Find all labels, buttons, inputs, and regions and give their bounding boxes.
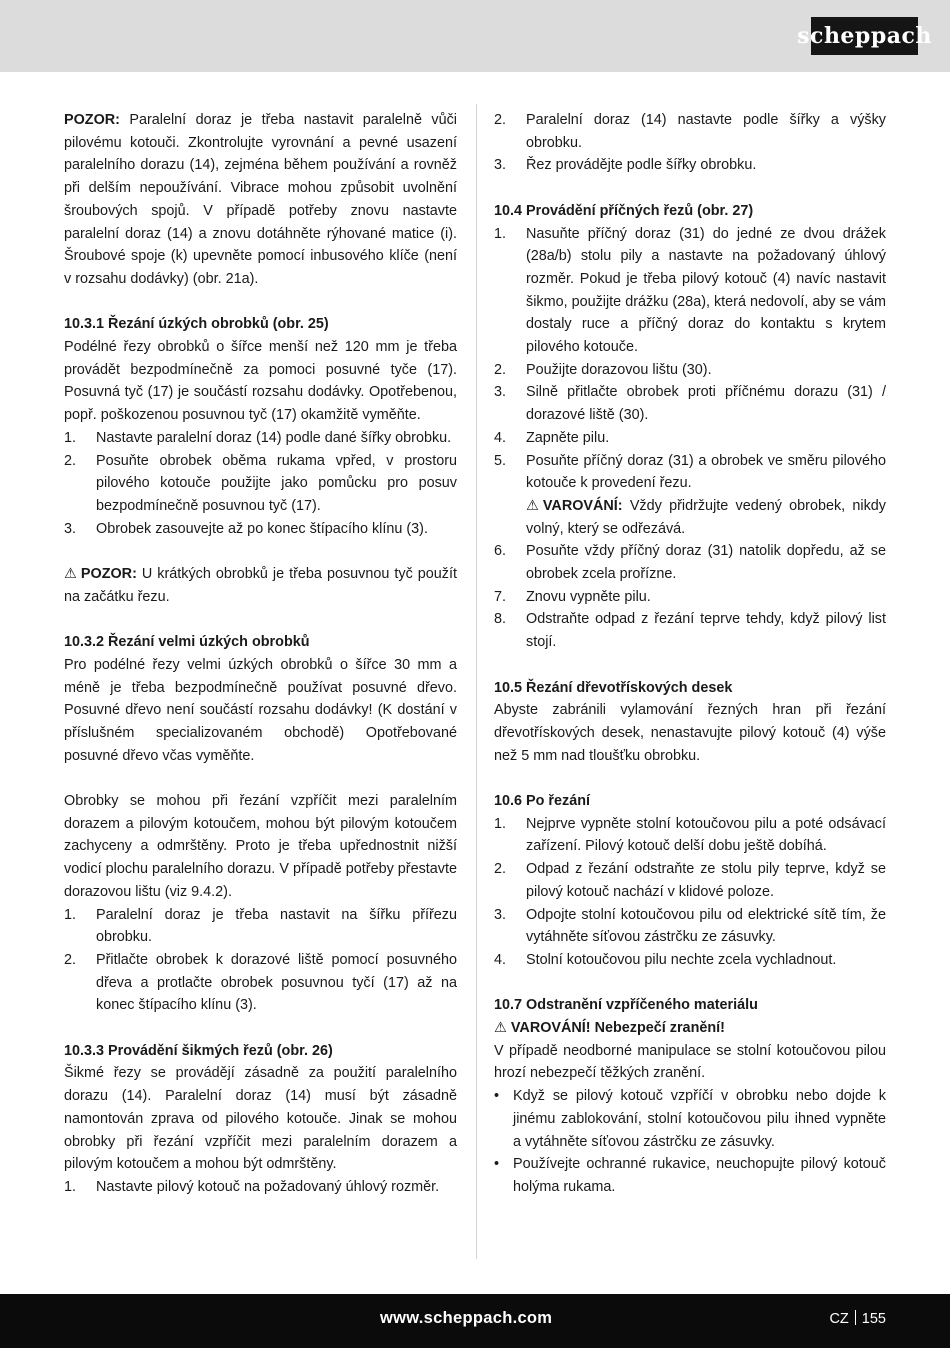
list-item-text: Nastavte pilový kotouč na požadovaný úhlový rozměr. [96,1178,440,1195]
list-item-number: 6. [494,543,507,560]
list-item-text: Použijte dorazovou lištu (30). [526,361,712,378]
list-item-text: Přitlačte obrobek k dorazové liště pomocí posuvného dřeva a protlačte obrobek posuvnou tyčí (17) až na konec štípacího klínu (3). [96,951,457,1014]
list-item-number: 2. [64,951,77,968]
warning-triangle-icon: ⚠ [64,566,77,583]
column-divider [476,104,477,1259]
footer-url[interactable]: www.scheppach.com [380,1309,553,1327]
list-item-text: Řez provádějte podle šířky obrobku. [526,157,757,174]
list-item-text: Posuňte obrobek oběma rukama vpřed, v prostoru pilového kotouče použijte jako pomůcku pro posuv bezpodmínečně posuvnou tyč (17). [96,452,457,514]
language-code: CZ [829,1311,849,1327]
paragraph-10-5: Abyste zabránili vylamování řezných hran při řezání dřevotřískových desek, nenastavujte pilový kotouč (4) výše než 5 mm nad tloušťku obrobku. [494,702,886,764]
list-10-4-b [494,540,886,654]
list-item-number: 4. [494,951,507,968]
heading-10-6: 10.6 Po řezání [494,793,590,810]
heading-10-3-2: 10.3.2 Řezání velmi úzkých obrobků [64,634,310,651]
list-continued [494,109,886,177]
page-indicator [829,1310,886,1327]
bullet-item [494,1153,886,1198]
list-item-text: Stolní kotoučovou pilu nechte zcela vychladnout. [526,951,837,968]
heading-10-3-3: 10.3.3 Provádění šikmých řezů (obr. 26) [64,1042,333,1059]
list-item-text: Zapněte pilu. [526,429,610,446]
list-item-number: 1. [64,906,77,923]
list-item-number: 1. [64,429,77,446]
paragraph-10-3-1: Podélné řezy obrobků o šířce menší než 120 mm je třeba provádět bezpodmínečně za pomoci posuvné tyče (17). Posuvná tyč (17) je součástí rozsahu dodávky. Opotřebenou, popř. poškozenou posuvnou tyč (17) okamžitě vyměňte. [64,339,457,424]
list-item-text: Obrobek zasouvejte až po konec štípacího klínu (3). [96,520,428,537]
warning-text: Vždy přidržujte vedený obrobek, nikdy volný, který se odřezává. [526,497,886,537]
left-column [64,109,457,1199]
warning-label: VAROVÁNÍ: [542,497,623,514]
caution-paragraph [64,109,457,291]
warning-text: U krátkých obrobků je třeba posuvnou tyč použít na začátku řezu. [64,566,457,605]
list-item [494,450,886,495]
list-item-number: 1. [64,1178,77,1195]
list-item-number: 5. [494,452,507,469]
list-item [494,949,886,972]
list-10-4-a [494,223,886,495]
list-item [494,586,886,609]
list-item-number: 1. [494,815,507,832]
warning-label: POZOR: [80,566,137,583]
list-item [64,949,457,1017]
footer-bar [0,1294,950,1348]
list-10-3-3 [64,1176,457,1199]
list-item [494,223,886,359]
list-item-number: 2. [64,452,77,469]
bullet-dot-icon: • [494,1156,500,1173]
heading-10-7: 10.7 Odstranění vzpříčeného materiálu [494,997,758,1014]
page-number: 155 [861,1311,886,1327]
list-item [494,109,886,154]
bullet-item [494,1085,886,1153]
list-item-text: Posuňte vždy příčný doraz (31) natolik dopředu, až se obrobek zcela prořízne. [526,543,886,583]
list-item-number: 8. [494,611,507,628]
list-10-6 [494,813,886,972]
warning-triangle-icon: ⚠ [494,1020,507,1037]
list-item-number: 3. [494,157,507,174]
list-item-text: Silně přitlačte obrobek proti příčnému dorazu (31) / dorazové liště (30). [526,384,886,424]
caution-label: POZOR: [64,112,120,128]
bullet-item-text: Používejte ochranné rukavice, neuchopujte pilový kotouč holýma rukama. [513,1156,886,1195]
list-item [64,904,457,949]
list-item-number: 7. [494,588,507,605]
warning-triangle-icon: ⚠ [526,497,539,514]
paragraph-10-7: V případě neodborné manipulace se stolní kotoučovou pilou hrozí nebezpečí těžkých zranění. [494,1042,886,1082]
list-item-text: Nasuňte příčný doraz (31) do jedné ze dvou drážek (28a/b) stolu pily a nastavte na požadovaný úhlový rozměr. Pokud je třeba pilový kotouč (4) navíc nastavit šikmo, použijte drážku (28a), která nedovolí, aby se vám dostaly ruce a příčný doraz do kontaktu s krytem pilového kotouče. [526,225,886,356]
list-item-text: Odpad z řezání odstraňte ze stolu pily teprve, když se pilový kotouč nachází v klidové poloze. [526,861,886,900]
list-item [64,1176,457,1199]
list-item-text: Odstraňte odpad z řezání teprve tehdy, když pilový list stojí. [526,611,886,651]
list-item-number: 1. [494,225,507,242]
footer-separator [855,1310,856,1325]
list-item-text: Odpojte stolní kotoučovou pilu od elektrické sítě tím, že vytáhněte síťovou zástrčku ze zásuvky. [526,906,886,946]
warning-short-workpieces [64,563,457,608]
list-item-number: 2. [494,112,507,128]
list-10-3-1 [64,427,457,541]
caution-text: Paralelní doraz je třeba nastavit paralelně vůči pilovému kotouči. Zkontrolujte vyrovnání a pevné usazení paralelního dorazu (14), zejména během používání a rovněž při delším nepoužívání. Vibrace mohou způsobit uvolnění šroubových spojů. V případě potřeby znovu nastavte paralelní doraz (14) a znovu dotáhněte rýhované matice (i). Šroubové spoje (k) upevněte pomocí inbusového klíče (není v rozsahu dodávky) (obr. 21a). [64,112,457,287]
bullet-item-text: Když se pilový kotouč vzpříčí v obrobku nebo dojde k jinému zablokování, stolní kotoučovou pilu ihned vypněte a vytáhněte síťovou zástrčku ze zásuvky. [513,1088,886,1150]
bullets-10-7 [494,1085,886,1199]
brand-logo-text: scheppach [797,23,932,49]
list-item [64,450,457,518]
right-column [494,109,886,1199]
list-item-number: 3. [64,520,77,537]
list-item [494,540,886,585]
list-item-text: Nejprve vypněte stolní kotoučovou pilu a poté odsávací zařízení. Pilový kotouč delší dobu ještě dobíhá. [526,815,886,855]
list-item-text: Nastavte paralelní doraz (14) podle dané šířky obrobku. [96,429,452,446]
list-item [494,608,886,653]
heading-10-3-1: 10.3.1 Řezání úzkých obrobků (obr. 25) [64,316,329,333]
list-item-text: Znovu vypněte pilu. [526,588,651,605]
list-item [494,427,886,450]
warning-injury-text: VAROVÁNÍ! Nebezpečí zranění! [510,1020,725,1037]
list-item-text: Paralelní doraz je třeba nastavit na šířku přířezu obrobku. [96,906,457,946]
paragraph-10-3-3: Šikmé řezy se provádějí zásadně za použití paralelního dorazu (14). Paralelní doraz (14) musí být zásadně namontován zprava od pilového kotouče. Jinak se mohou obrobky při řezání vzpříčit mezi paralelním dorazem a pilovým kotoučem a mohou být odmrštěny. [64,1065,457,1173]
list-item [494,813,886,858]
heading-10-5: 10.5 Řezání dřevotřískových desek [494,679,733,696]
list-item-number: 3. [494,906,507,923]
brand-logo [797,17,932,55]
list-item-number: 2. [494,861,507,878]
heading-10-4: 10.4 Provádění příčných řezů (obr. 27) [494,202,754,219]
list-item [64,427,457,450]
warning-injury [494,1017,886,1040]
list-item [494,154,886,177]
bullet-dot-icon: • [494,1088,500,1105]
list-item [494,904,886,949]
paragraph-10-3-2-b: Obrobky se mohou při řezání vzpříčit mezi paralelním dorazem a pilovým kotoučem, mohou být pilovým kotoučem zachyceny a odmrštěny. Proto je třeba upřednostnit nižší vodicí plochu paralelního dorazu. V případě potřeby přestavte dorazovou lištu (viz 9.4.2). [64,793,457,900]
list-item [494,858,886,903]
paragraph-10-3-2-a: Pro podélné řezy velmi úzkých obrobků o šířce 30 mm a méně je třeba bezpodmínečně používat posuvné dřevo. Posuvné dřevo není součástí rozsahu dodávky! (K dostání v příslušném specializovaném obchodě) Opotřebované posuvné dřevo včas vyměňte. [64,656,457,764]
list-item-number: 3. [494,384,507,401]
list-item [64,518,457,541]
list-item [494,381,886,426]
list-item-number: 2. [494,361,507,378]
list-item-text: Paralelní doraz (14) nastavte podle šířky a výšky obrobku. [526,112,886,151]
warning-hold-workpiece [494,495,886,540]
list-10-3-2 [64,904,457,1018]
list-item [494,359,886,382]
list-item-number: 4. [494,429,507,446]
list-item-text: Posuňte příčný doraz (31) a obrobek ve směru pilového kotouče k provedení řezu. [526,452,886,492]
